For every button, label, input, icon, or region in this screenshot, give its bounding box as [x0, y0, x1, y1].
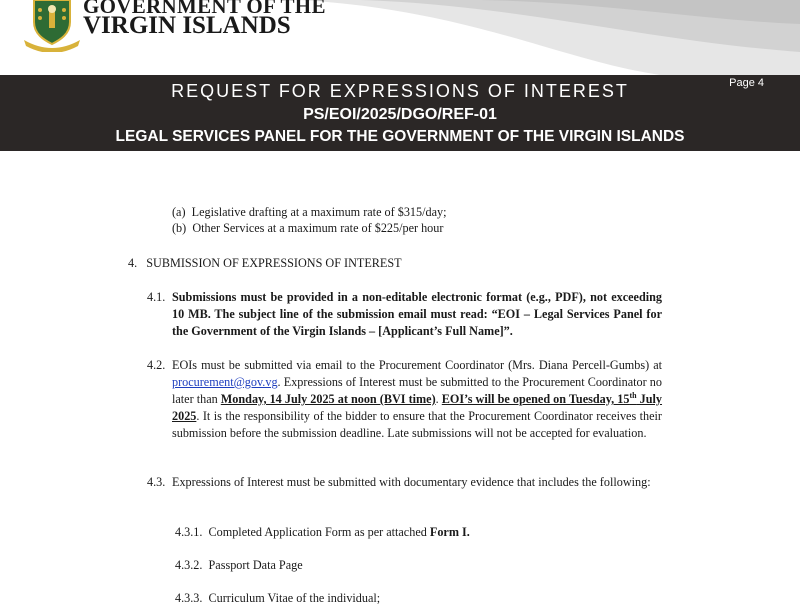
government-name-line1: GOVERNMENT OF THE — [83, 0, 326, 18]
rate-item-b: (b) Other Services at a maximum rate of $225/per hour — [172, 221, 444, 235]
document-body — [0, 151, 800, 605]
document-subtitle: LEGAL SERVICES PANEL FOR THE GOVERNMENT OF THE VIRGIN ISLANDS — [115, 128, 685, 145]
letterhead — [0, 0, 800, 75]
sub-item: 4.3.1. Completed Application Form as per attached Form I. — [175, 525, 470, 539]
clause-4-1-text: Submissions must be provided in a non-editable electronic format (e.g., PDF), not exceeding 10 MB. The subject line of the submission email must read: “EOI – Legal Services Panel for the Government of the Virgin Islands – [Applicant’s Full Name]”. — [172, 290, 662, 338]
clause-4-2-text: EOIs must be submitted via email to the Procurement Coordinator (Mrs. Diana Percell-Gumbs) at procurement@gov.vg. Expressions of Interest must be submitted to the Procurement Coordinator no later than Monday, 14 July 2025 at noon (BVI time). EOI’s will be opened on Tuesday, 15th July 2025. It is the responsibility of the bidder to ensure that the Procurement Coordinator receives their submission before the submission deadline. Late submissions will not be accepted for evaluation. — [172, 358, 663, 440]
sub-item: 4.3.2. Passport Data Page — [175, 558, 303, 572]
crest-icon — [22, 0, 82, 52]
document-title: REQUEST FOR EXPRESSIONS OF INTEREST — [171, 81, 629, 101]
title-band — [0, 75, 800, 151]
section-heading: 4. SUBMISSION OF EXPRESSIONS OF INTEREST — [128, 256, 402, 270]
submission-deadline: Monday, 14 July 2025 at noon (BVI time) — [220, 392, 436, 406]
procurement-email-link[interactable]: procurement@gov.vg — [172, 375, 278, 389]
government-name-line2: VIRGIN ISLANDS — [83, 12, 291, 39]
opening-date: EOI’s will be opened on Tuesday, 15th July 2025 — [172, 390, 663, 423]
clause-number: 4.3. — [147, 475, 166, 489]
clause-4-3-text: Expressions of Interest must be submitted with documentary evidence that includes the following: — [172, 475, 651, 489]
clause-number: 4.2. — [147, 358, 166, 372]
sub-item: 4.3.3. Curriculum Vitae of the individual; — [175, 591, 381, 605]
clause-number: 4.1. — [147, 290, 166, 304]
rate-item-a: (a) Legislative drafting at a maximum rate of $315/day; — [172, 205, 447, 219]
page-number: Page 4 — [729, 77, 764, 89]
document-reference: PS/EOI/2025/DGO/REF-01 — [303, 106, 497, 123]
